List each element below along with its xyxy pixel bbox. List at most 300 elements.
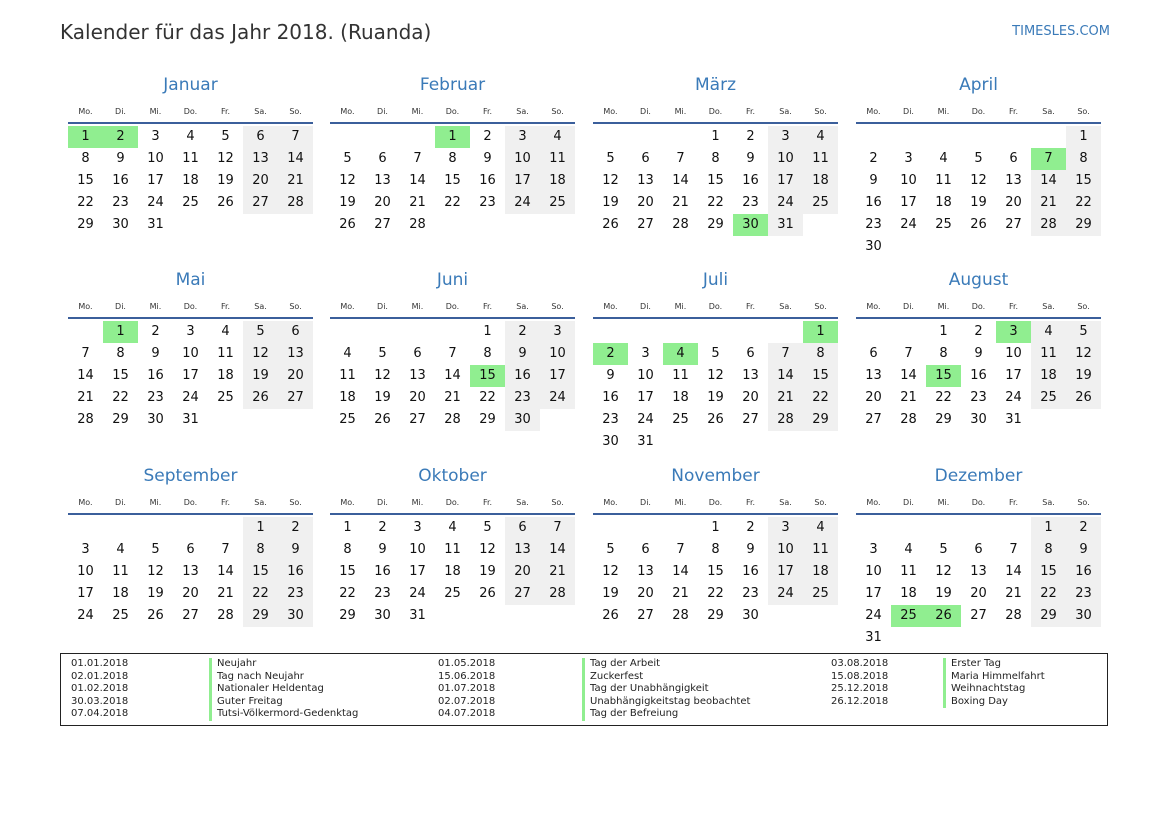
weekday-label: Di.: [640, 107, 651, 116]
day-cell: 8: [448, 151, 457, 166]
day-cell: 28: [900, 412, 917, 427]
day-grid: [68, 126, 313, 258]
weekday-label: Mi.: [149, 498, 162, 507]
day-cell: 23: [374, 586, 391, 601]
day-cell: 10: [505, 148, 540, 170]
day-cell: 28: [768, 409, 803, 431]
day-cell: 3: [768, 126, 803, 148]
weekday-label: Sa.: [1042, 302, 1055, 311]
weekday-label: Di.: [377, 107, 388, 116]
holiday-date: 02.07.2018: [438, 695, 496, 707]
day-cell: 24: [865, 608, 882, 623]
day-cell: 14: [77, 368, 94, 383]
month-4: [856, 68, 1101, 258]
holiday-date: 01.01.2018: [71, 658, 129, 669]
day-cell: 29: [1031, 605, 1066, 627]
day-cell: 30: [742, 608, 759, 623]
day-cell: 14: [1005, 564, 1022, 579]
day-cell: 19: [147, 586, 164, 601]
day-cell: 14: [444, 368, 461, 383]
day-cell: 12: [935, 564, 952, 579]
day-cell: 6: [1009, 151, 1018, 166]
day-cell: 4: [1031, 321, 1066, 343]
day-cell: 3: [151, 129, 160, 144]
day-cell: 8: [243, 539, 278, 561]
day-cell: 20: [182, 586, 199, 601]
day-cell: 4: [116, 542, 125, 557]
day-cell: 15: [707, 564, 724, 579]
day-cell: 12: [479, 542, 496, 557]
weekday-header: [68, 493, 313, 515]
day-cell: 15: [339, 564, 356, 579]
day-cell: 28: [1031, 214, 1066, 236]
day-cell: 17: [900, 195, 917, 210]
day-cell: 6: [869, 346, 878, 361]
day-cell: 23: [505, 387, 540, 409]
weekday-header: [856, 493, 1101, 515]
day-cell: 21: [278, 170, 313, 192]
weekday-label: Fr.: [482, 498, 493, 507]
day-cell: 12: [707, 368, 724, 383]
day-cell: 29: [935, 412, 952, 427]
day-cell: 24: [409, 586, 426, 601]
day-cell: 22: [707, 586, 724, 601]
month-name: Mai: [175, 270, 206, 290]
holiday-name: Weihnachtstag: [951, 683, 1026, 695]
month-name: Oktober: [418, 466, 487, 486]
day-cell: 27: [182, 608, 199, 623]
day-cell: 16: [147, 368, 164, 383]
day-cell: 3: [768, 517, 803, 539]
page-title: Kalender für das Jahr 2018. (Ruanda): [60, 20, 432, 44]
holiday-name: Tag der Unabhängigkeit: [590, 683, 709, 695]
day-cell: 7: [81, 346, 90, 361]
day-cell: 10: [637, 368, 654, 383]
day-cell: 24: [540, 387, 575, 409]
day-cell: 15: [243, 561, 278, 583]
day-cell: 6: [278, 321, 313, 343]
day-cell: 23: [147, 390, 164, 405]
holiday-day-cell: 3: [996, 321, 1031, 343]
day-cell: 21: [672, 195, 689, 210]
day-cell: 1: [711, 129, 720, 144]
day-cell: 10: [1005, 346, 1022, 361]
day-cell: 14: [278, 148, 313, 170]
weekday-header: [593, 102, 838, 124]
day-grid: [330, 321, 575, 453]
holiday-day-cell: 25: [891, 605, 926, 627]
day-cell: 26: [707, 412, 724, 427]
day-cell: 21: [540, 561, 575, 583]
day-cell: 1: [711, 520, 720, 535]
holiday-name: Tag nach Neujahr: [217, 670, 304, 682]
weekday-label: Sa.: [779, 302, 792, 311]
day-grid: [593, 517, 838, 649]
day-cell: 23: [112, 195, 129, 210]
day-cell: 5: [343, 151, 352, 166]
day-cell: 9: [151, 346, 160, 361]
day-cell: 12: [339, 173, 356, 188]
day-cell: 3: [904, 151, 913, 166]
weekday-label: Di.: [903, 107, 914, 116]
day-cell: 9: [746, 151, 755, 166]
day-cell: 19: [1066, 365, 1101, 387]
day-cell: 21: [217, 586, 234, 601]
holiday-day-cell: 30: [733, 214, 768, 236]
day-cell: 17: [77, 586, 94, 601]
day-cell: 25: [935, 217, 952, 232]
day-cell: 13: [970, 564, 987, 579]
day-cell: 19: [243, 365, 278, 387]
day-cell: 23: [479, 195, 496, 210]
holiday-day-cell: 1: [68, 126, 103, 148]
holiday-dates-column: [438, 658, 495, 721]
day-cell: 17: [409, 564, 426, 579]
weekday-label: Mo.: [78, 498, 93, 507]
day-cell: 2: [378, 520, 387, 535]
day-cell: 24: [182, 390, 199, 405]
month-name: Januar: [163, 75, 218, 95]
day-cell: 16: [479, 173, 496, 188]
weekday-label: Sa.: [779, 107, 792, 116]
weekday-label: Sa.: [254, 498, 267, 507]
day-cell: 27: [637, 608, 654, 623]
day-cell: 7: [540, 517, 575, 539]
day-cell: 22: [935, 390, 952, 405]
day-cell: 7: [448, 346, 457, 361]
day-cell: 8: [1066, 148, 1101, 170]
day-cell: 11: [444, 542, 461, 557]
day-cell: 9: [869, 173, 878, 188]
day-cell: 5: [483, 520, 492, 535]
day-cell: 20: [637, 586, 654, 601]
day-cell: 26: [147, 608, 164, 623]
day-cell: 9: [606, 368, 615, 383]
weekday-label: Do.: [445, 498, 460, 507]
weekday-label: Mi.: [937, 302, 950, 311]
day-cell: 29: [803, 409, 838, 431]
day-cell: 6: [186, 542, 195, 557]
day-cell: 17: [637, 390, 654, 405]
day-cell: 5: [221, 129, 230, 144]
day-cell: 7: [1009, 542, 1018, 557]
month-7: [593, 263, 838, 453]
day-grid: [68, 321, 313, 453]
weekday-label: So.: [289, 107, 302, 116]
day-cell: 5: [1066, 321, 1101, 343]
day-cell: 18: [1031, 365, 1066, 387]
day-cell: 11: [112, 564, 129, 579]
weekday-label: Fr.: [745, 107, 756, 116]
holiday-date: 25.12.2018: [831, 683, 889, 695]
day-cell: 4: [186, 129, 195, 144]
holiday-date: 26.12.2018: [831, 695, 889, 707]
day-cell: 23: [865, 217, 882, 232]
weekday-label: Sa.: [779, 498, 792, 507]
holiday-name: Maria Himmelfahrt: [951, 670, 1045, 682]
weekday-label: Mi.: [674, 498, 687, 507]
day-cell: 10: [768, 539, 803, 561]
day-cell: 11: [803, 539, 838, 561]
day-cell: 24: [147, 195, 164, 210]
day-cell: 8: [81, 151, 90, 166]
day-cell: 20: [970, 586, 987, 601]
day-cell: 3: [81, 542, 90, 557]
day-cell: 21: [409, 195, 426, 210]
day-cell: 5: [378, 346, 387, 361]
day-cell: 17: [540, 365, 575, 387]
day-cell: 4: [803, 126, 838, 148]
weekday-label: Fr.: [745, 498, 756, 507]
weekday-label: So.: [289, 498, 302, 507]
holiday-day-cell: 2: [103, 126, 138, 148]
weekday-label: Sa.: [516, 498, 529, 507]
day-cell: 16: [865, 195, 882, 210]
day-cell: 19: [707, 390, 724, 405]
holiday-date: 01.02.2018: [71, 683, 129, 695]
weekday-label: Do.: [971, 302, 986, 311]
weekday-label: Mi.: [411, 107, 424, 116]
day-cell: 2: [483, 129, 492, 144]
day-cell: 7: [904, 346, 913, 361]
day-cell: 25: [803, 192, 838, 214]
day-cell: 16: [970, 368, 987, 383]
day-cell: 2: [746, 129, 755, 144]
day-cell: 16: [112, 173, 129, 188]
day-cell: 30: [865, 239, 882, 254]
month-1: [68, 68, 313, 258]
day-cell: 4: [448, 520, 457, 535]
weekday-label: Sa.: [1042, 498, 1055, 507]
day-cell: 26: [602, 608, 619, 623]
day-cell: 19: [479, 564, 496, 579]
day-cell: 24: [768, 583, 803, 605]
day-cell: 28: [278, 192, 313, 214]
day-cell: 18: [803, 170, 838, 192]
day-cell: 4: [904, 542, 913, 557]
day-cell: 5: [243, 321, 278, 343]
day-cell: 20: [742, 390, 759, 405]
day-cell: 2: [505, 321, 540, 343]
weekday-label: Fr.: [745, 302, 756, 311]
day-cell: 17: [505, 170, 540, 192]
day-cell: 29: [479, 412, 496, 427]
weekday-label: Di.: [115, 107, 126, 116]
day-cell: 30: [970, 412, 987, 427]
holiday-list: [60, 653, 1108, 726]
day-cell: 9: [378, 542, 387, 557]
weekday-label: Fr.: [482, 107, 493, 116]
day-cell: 26: [243, 387, 278, 409]
weekday-label: Fr.: [1008, 302, 1019, 311]
day-cell: 15: [1066, 170, 1101, 192]
day-grid: [68, 517, 313, 649]
day-cell: 6: [243, 126, 278, 148]
weekday-header: [593, 297, 838, 319]
weekday-label: So.: [551, 107, 564, 116]
day-cell: 21: [672, 586, 689, 601]
weekday-label: Di.: [377, 498, 388, 507]
day-cell: 8: [483, 346, 492, 361]
day-cell: 18: [935, 195, 952, 210]
day-cell: 26: [970, 217, 987, 232]
day-cell: 22: [112, 390, 129, 405]
day-cell: 13: [243, 148, 278, 170]
day-cell: 30: [505, 409, 540, 431]
day-cell: 22: [444, 195, 461, 210]
day-cell: 16: [742, 564, 759, 579]
day-cell: 7: [676, 151, 685, 166]
day-cell: 10: [768, 148, 803, 170]
weekday-label: Fr.: [220, 107, 231, 116]
weekday-label: Mi.: [674, 107, 687, 116]
day-cell: 22: [803, 387, 838, 409]
holiday-day-cell: 7: [1031, 148, 1066, 170]
day-cell: 1: [1066, 126, 1101, 148]
weekday-label: Mo.: [340, 498, 355, 507]
day-cell: 4: [221, 324, 230, 339]
day-cell: 7: [413, 151, 422, 166]
day-cell: 17: [1005, 368, 1022, 383]
day-cell: 19: [339, 195, 356, 210]
day-cell: 28: [1005, 608, 1022, 623]
day-cell: 6: [641, 542, 650, 557]
day-cell: 11: [803, 148, 838, 170]
day-cell: 25: [112, 608, 129, 623]
month-name: April: [959, 75, 998, 95]
day-cell: 29: [112, 412, 129, 427]
day-cell: 10: [147, 151, 164, 166]
month-name: September: [143, 466, 238, 486]
weekday-header: [593, 493, 838, 515]
month-10: [330, 459, 575, 649]
weekday-label: So.: [814, 302, 827, 311]
weekday-label: Di.: [377, 302, 388, 311]
holiday-name: Tag der Befreiung: [590, 708, 679, 720]
day-cell: 8: [1031, 539, 1066, 561]
day-cell: 12: [1066, 343, 1101, 365]
site-link[interactable]: TIMESLES.COM: [1012, 24, 1110, 39]
holiday-day-cell: 1: [803, 321, 838, 343]
holiday-day-cell: 15: [926, 365, 961, 387]
day-cell: 11: [339, 368, 356, 383]
day-cell: 5: [606, 542, 615, 557]
day-cell: 24: [505, 192, 540, 214]
day-cell: 3: [641, 346, 650, 361]
day-cell: 20: [243, 170, 278, 192]
day-cell: 18: [803, 561, 838, 583]
day-cell: 5: [606, 151, 615, 166]
day-cell: 22: [1066, 192, 1101, 214]
day-cell: 2: [1066, 517, 1101, 539]
day-cell: 26: [479, 586, 496, 601]
day-cell: 11: [182, 151, 199, 166]
holiday-date: 15.08.2018: [831, 670, 889, 682]
day-cell: 3: [186, 324, 195, 339]
weekday-label: Do.: [971, 498, 986, 507]
weekday-label: Mo.: [866, 107, 881, 116]
day-cell: 13: [1005, 173, 1022, 188]
day-cell: 12: [147, 564, 164, 579]
day-cell: 1: [243, 517, 278, 539]
day-cell: 7: [221, 542, 230, 557]
day-cell: 18: [444, 564, 461, 579]
day-cell: 31: [182, 412, 199, 427]
day-cell: 19: [970, 195, 987, 210]
day-cell: 16: [374, 564, 391, 579]
day-cell: 20: [637, 195, 654, 210]
holiday-name: Guter Freitag: [217, 695, 283, 707]
day-cell: 13: [637, 173, 654, 188]
day-cell: 17: [865, 586, 882, 601]
day-cell: 8: [343, 542, 352, 557]
weekday-label: So.: [1077, 302, 1090, 311]
day-cell: 6: [641, 151, 650, 166]
weekday-label: So.: [551, 302, 564, 311]
day-cell: 17: [768, 561, 803, 583]
day-cell: 28: [672, 217, 689, 232]
holiday-dates-column: [71, 658, 128, 721]
day-cell: 18: [900, 586, 917, 601]
weekday-label: Fr.: [482, 302, 493, 311]
weekday-label: Mi.: [674, 302, 687, 311]
month-name: Juli: [702, 270, 729, 290]
day-cell: 11: [900, 564, 917, 579]
day-cell: 16: [278, 561, 313, 583]
month-2: [330, 68, 575, 258]
day-cell: 30: [112, 217, 129, 232]
day-cell: 9: [116, 151, 125, 166]
holiday-date: 01.05.2018: [438, 658, 496, 669]
day-cell: 29: [707, 608, 724, 623]
weekday-label: Sa.: [254, 107, 267, 116]
day-cell: 28: [77, 412, 94, 427]
day-cell: 15: [112, 368, 129, 383]
weekday-header: [330, 493, 575, 515]
weekday-label: Fr.: [220, 498, 231, 507]
holiday-dates-column: [831, 658, 888, 708]
holiday-date: 03.08.2018: [831, 658, 889, 669]
day-cell: 17: [182, 368, 199, 383]
holiday-day-cell: 4: [663, 343, 698, 365]
day-cell: 14: [217, 564, 234, 579]
day-cell: 19: [602, 586, 619, 601]
day-cell: 28: [540, 583, 575, 605]
day-cell: 8: [711, 542, 720, 557]
day-cell: 2: [746, 520, 755, 535]
month-9: [68, 459, 313, 649]
day-cell: 30: [374, 608, 391, 623]
day-cell: 18: [540, 170, 575, 192]
day-cell: 13: [409, 368, 426, 383]
weekday-label: So.: [289, 302, 302, 311]
day-cell: 24: [900, 217, 917, 232]
day-cell: 8: [803, 343, 838, 365]
day-cell: 21: [768, 387, 803, 409]
day-cell: 8: [116, 346, 125, 361]
holiday-date: 02.01.2018: [71, 670, 129, 682]
day-cell: 11: [935, 173, 952, 188]
weekday-header: [330, 297, 575, 319]
weekday-label: Mo.: [603, 302, 618, 311]
weekday-label: Fr.: [1008, 498, 1019, 507]
day-cell: 4: [343, 346, 352, 361]
day-cell: 13: [742, 368, 759, 383]
day-grid: [330, 517, 575, 649]
day-cell: 6: [974, 542, 983, 557]
day-cell: 20: [409, 390, 426, 405]
day-cell: 26: [339, 217, 356, 232]
